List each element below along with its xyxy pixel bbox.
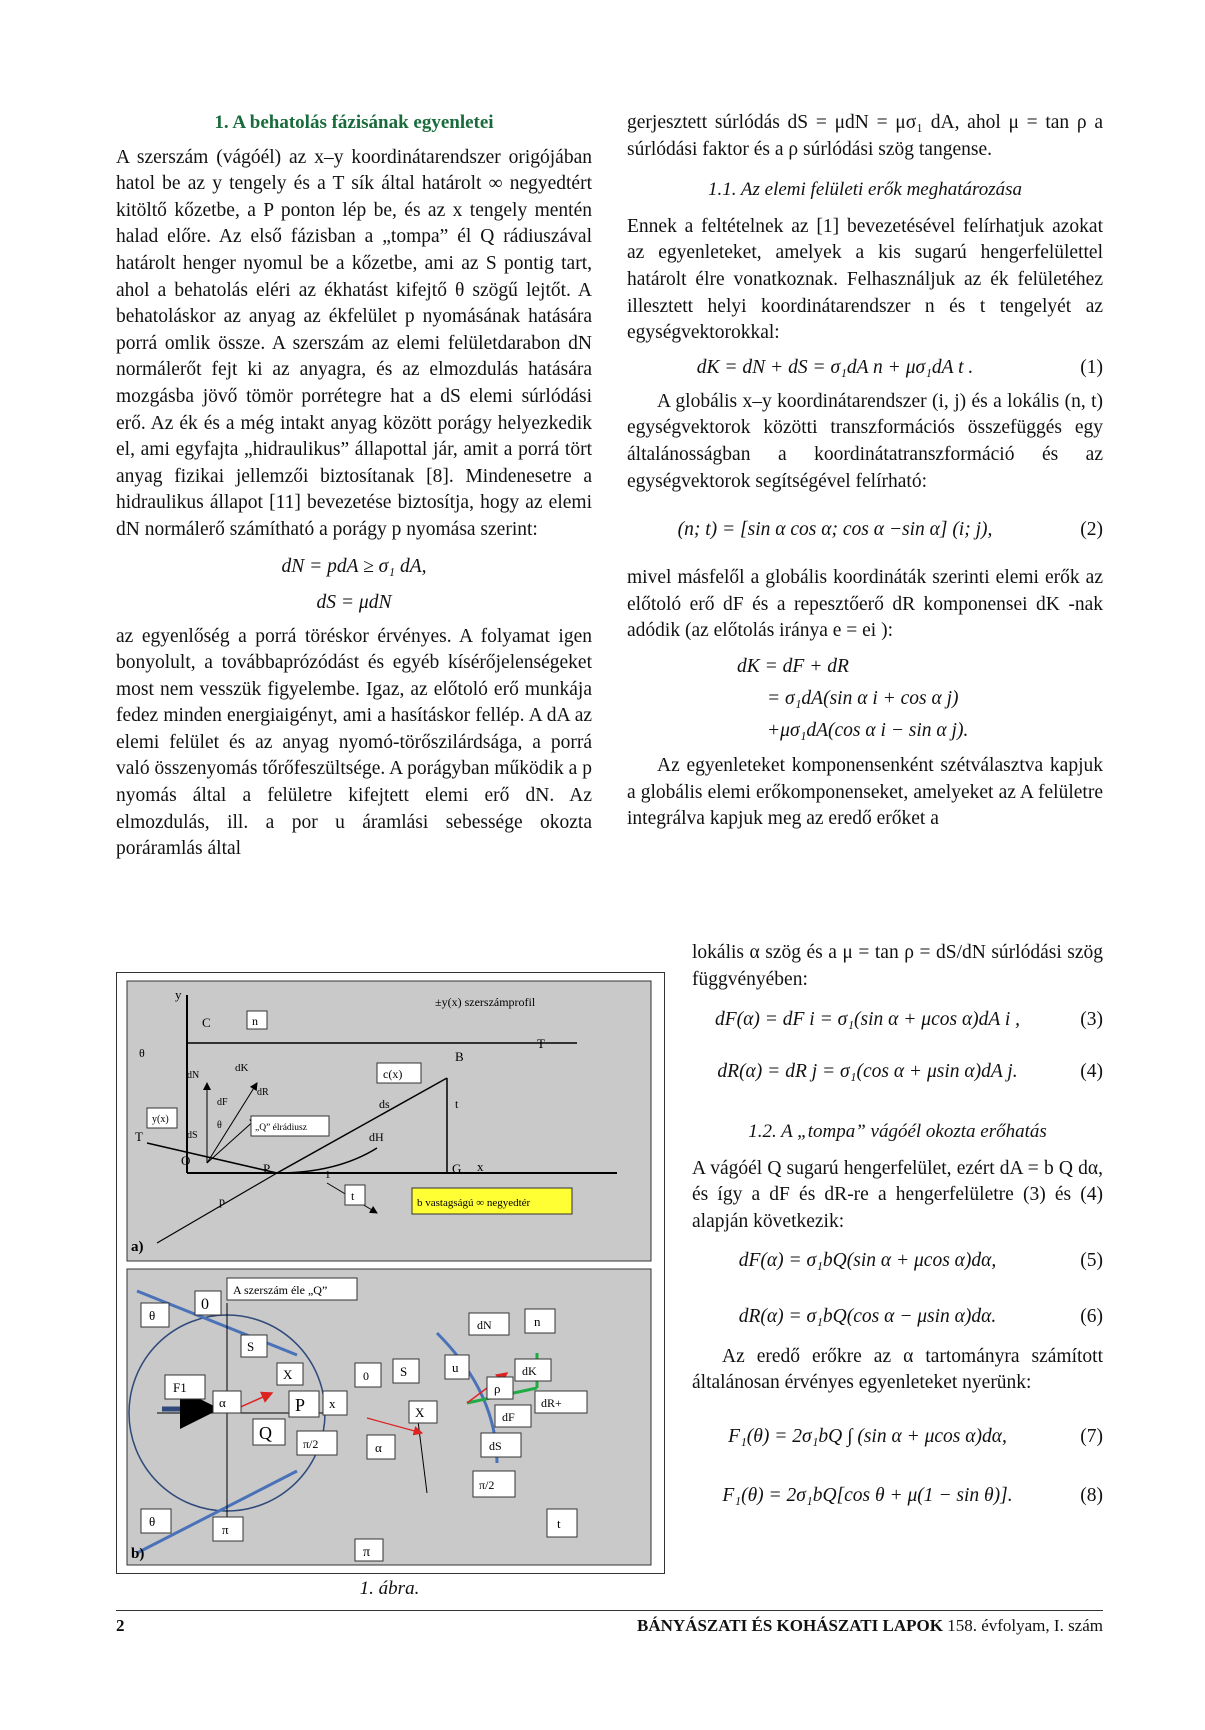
left-paragraph-1: A szerszám (vágóél) az x–y koordinátarendszer origójában hatol be az y tengely és a T sík által határolt ∞ negyedtért kitöltő kőzetbe, a P ponton lép be, és az x tengely mentén halad előre. Az első fázisban a „tompa” él Q rádiuszával határolt henger nyomul be a kőzetbe, ami az S pontig tart, ahol a behatolás eléri az ékhatást kifejtő θ szögű lejtőt. A behatoláskor az anyag az ékfelület p nyomásának hatására porrá omlik össze. A szerszám az elemi felületdarabon dN normálerőt fejt ki az anyagra, és az elmozdulás hatására mozgásba jövő tömör porrétegre hat a dS elemi súrlódási erő. Az ék és a még intakt anyag között porágy helyezkedik el, ami egyfajta „hidraulikus” állapottal jár, amit a porrá tört anyag fizikai jellemzői biztosítanak [8]. Mindenesetre a hidraulikus állapot [11] bevezetése biztosítja, hogy az elemi dN normálerő számítható a porágy p nyomása szerint: [116,146,592,540]
equation-3-number: (3) [1080,1009,1103,1031]
label-t-b: t [557,1516,561,1531]
right-paragraph-3: A globális x–y koordinátarendszer (i, j) és a lokális (n, t) egységvektorok közötti transzformációs összefüggés egy általánosságban a koordinátatranszformáció és az egységvektorok segítségével felírható: [627,390,1103,492]
equation-7-text: F₁(θ) = 2σ₁bQ ∫ (sin α + μcos α)dα, [728,1425,1007,1447]
equation-4 [692,1057,1103,1087]
label-dR: dR [257,1087,269,1098]
equation-5-number: (5) [1080,1249,1103,1271]
equation-7-number: (7) [1080,1425,1103,1447]
label-S2: S [400,1364,408,1379]
equation-4-number: (4) [1080,1061,1103,1083]
left-column [116,110,592,863]
equation-5-text: dF(α) = σ₁bQ(sin α + μcos α)dα, [738,1249,997,1271]
label-edge: A szerszám éle „Q” [233,1283,328,1297]
label-T-left: T [135,1129,143,1144]
label-alpha2: α [375,1440,382,1455]
label-dH: dH [369,1130,384,1144]
panel-a-label: a) [131,1239,144,1255]
label-n-b: n [534,1314,541,1329]
figure-1-svg [117,973,664,1573]
equation-7 [692,1417,1103,1457]
label-zero2: 0 [363,1369,369,1383]
label-q-radius: „Q” élrádiusz [255,1123,307,1133]
right-paragraph-1: gerjesztett súrlódás dS = μdN = μσ₁ dA, ahol μ = tan ρ a súrlódási faktor és a ρ súrlódási szög tangense. [627,112,1103,160]
figure-caption: 1. ábra. [359,1578,420,1599]
label-zero: 0 [201,1296,209,1313]
equation-1-text: dK = dN + dS = σ₁dA n + μσ₁dA t . [696,356,974,378]
eq-left-2: dS = μdN [316,591,392,613]
label-T-right: T [537,1036,545,1051]
alpha-box [213,1391,241,1413]
equation-8 [692,1481,1103,1511]
label-X2: X [415,1405,425,1420]
label-dK: dK [235,1062,249,1074]
theta-b-box [141,1509,171,1533]
label-dF: dF [217,1097,228,1108]
label-b-thickness: b vastagságú ∞ negyedtér [417,1197,531,1209]
label-pi2: π/2 [303,1437,319,1451]
label-theta-b2: θ [149,1514,156,1529]
label-C: C [202,1015,211,1030]
label-dS: dS [187,1130,198,1141]
label-S: S [247,1339,255,1354]
label-profile: ±y(x) szerszámprofil [435,995,536,1009]
equation-dK-3: +μσ₁dA(cos α i − sin α j). [767,719,969,741]
t-box-b [547,1509,577,1537]
right-paragraph-8: Az eredő erőkre az α tartományra számított általánosan érvényes egyenleteket nyerünk: [692,1345,1103,1394]
label-p: p [219,1194,225,1208]
label-P: P [263,1161,271,1176]
equation-8-text: F₁(θ) = 2σ₁bQ[cos θ + μ(1 − sin θ)]. [722,1484,1013,1506]
label-dK-b: dK [522,1364,537,1378]
equation-2-number: (2) [1080,519,1103,541]
equation-1 [627,353,1103,383]
right-paragraph-6: lokális α szög és a μ = tan ρ = dS/dN súrlódási szög függvényében: [692,942,1103,990]
label-x-b: x [329,1396,336,1411]
equation-5 [692,1246,1103,1276]
equation-6-number: (6) [1080,1305,1103,1327]
label-u: u [452,1360,459,1375]
label-cx: c(x) [383,1067,403,1081]
equation-dK-1: dK = dF + dR [737,655,849,677]
label-theta-b1: θ [149,1308,156,1323]
label-yx: y(x) [152,1114,169,1125]
right-paragraph-4: mivel másfelől a globális koordináták szerinti elemi erők az előtoló erő dF és a repesztőerő dR komponensei dK -nak adódik (az előtolás iránya e = ei ): [627,567,1103,642]
label-dF-b: dF [502,1410,515,1424]
equation-dK-block [737,651,1103,747]
subsection-1-2: 1.2. A „tompa” vágóél okozta erőhatás [748,1121,1047,1143]
footer-rule [116,1610,1103,1611]
page-number: 2 [116,1616,125,1635]
right-lower-column [692,940,1103,1517]
equation-6-text: dR(α) = σ₁bQ(cos α − μsin α)dα. [738,1305,997,1327]
figure-1 [116,972,665,1574]
equation-2-text: (n; t) = [sin α cos α; cos α −sin α] (i; j), [677,519,993,541]
equation-8-number: (8) [1080,1484,1103,1506]
journal-issue: 158. évfolyam, I. szám [942,1616,1103,1635]
right-column [627,110,1103,833]
label-rho: ρ [494,1381,501,1396]
equation-6 [692,1302,1103,1332]
right-paragraph-2: Ennek a feltételnek az [1] bevezetésével felírhatjuk azokat az egyenleteket, amelyek a kis sugarú hengerfelülettel határolt élre vonatkoznak. Felhasználjuk az ék felületéhez illesztett helyi koordinátarendszer n és t tengelyét az egységvektorokkal: [627,215,1103,344]
label-pi: π [222,1522,229,1537]
label-pi2b: π/2 [479,1478,495,1492]
subsection-1-1: 1.1. Az elemi felületi erők meghatározása [708,179,1022,201]
label-O: O [181,1153,191,1168]
equation-4-text: dR(α) = dR j = σ₁(cos α + μsin α)dA j. [717,1061,1018,1083]
equation-dK-2: = σ₁dA(sin α i + cos α j) [767,687,959,709]
label-F1: F1 [173,1380,187,1395]
label-dN-b: dN [477,1318,492,1332]
label-t-box: t [351,1189,355,1203]
label-G: G [452,1161,462,1176]
label-Q: Q [259,1423,272,1443]
label-x: x [477,1159,484,1174]
label-theta2: θ [217,1120,222,1131]
label-X: X [283,1367,293,1382]
label-dS-b: dS [489,1439,502,1453]
panel-b-label: b) [131,1546,145,1562]
label-pi-bottom: π [363,1545,371,1560]
label-P-b: P [295,1395,306,1415]
label-n: n [252,1014,258,1028]
equation-2 [627,501,1103,559]
label-alpha: α [219,1395,226,1410]
label-dRplus: dR+ [541,1396,562,1410]
label-ds: ds [379,1097,390,1111]
left-paragraph-2: az egyenlőség a porrá töréskor érvényes. A folyamat igen bonyolult, a továbbaprózódást és egyéb kísérőjelenségeket most nem vesszük figyelembe. Igaz, az előtoló erő munkája fedez minden energiaigényt, ami a hasításkor fellép. A dA az elemi felület és az anyag nyomó-törőszilárdsága, a porrá való összenyomás tőrőfeszültsége. A porágyban működik a p nyomás által a felületre kifejtett elemi erő dN. Az elmozdulás, ill. a por u áramlási sebessége okozta poráramlás által [116,625,592,860]
label-dN: dN [187,1070,200,1081]
label-theta: θ [139,1046,145,1060]
label-B: B [455,1049,464,1064]
right-paragraph-5: Az egyenleteket komponensenként szétválasztva kapjuk a globális elemi erőkomponenseket, amelyeket az A felületre integrálva kapjuk meg az eredő erőket a [627,754,1103,830]
journal-title: BÁNYÁSZATI ÉS KOHÁSZATI LAPOK [637,1616,943,1635]
journal-name [637,1616,1103,1636]
equation-3-text: dF(α) = dF i = σ₁(sin α + μcos α)dA i , [714,1009,1021,1031]
eq-left-1: dN = pdA ≥ σ₁ dA, [281,555,427,577]
label-t: t [455,1097,459,1111]
equation-1-number: (1) [1080,356,1103,378]
right-paragraph-7: A vágóél Q sugarú hengerfelület, ezért dA = b Q dα, és így a dF és dR-re a hengerfelületre (3) és (4) alapján következik: [692,1157,1103,1232]
label-one: 1 [325,1169,331,1181]
section-heading: 1. A behatolás fázisának egyenletei [214,112,494,133]
label-y: y [175,987,182,1002]
t-box [345,1185,365,1205]
equation-3 [692,1005,1103,1035]
